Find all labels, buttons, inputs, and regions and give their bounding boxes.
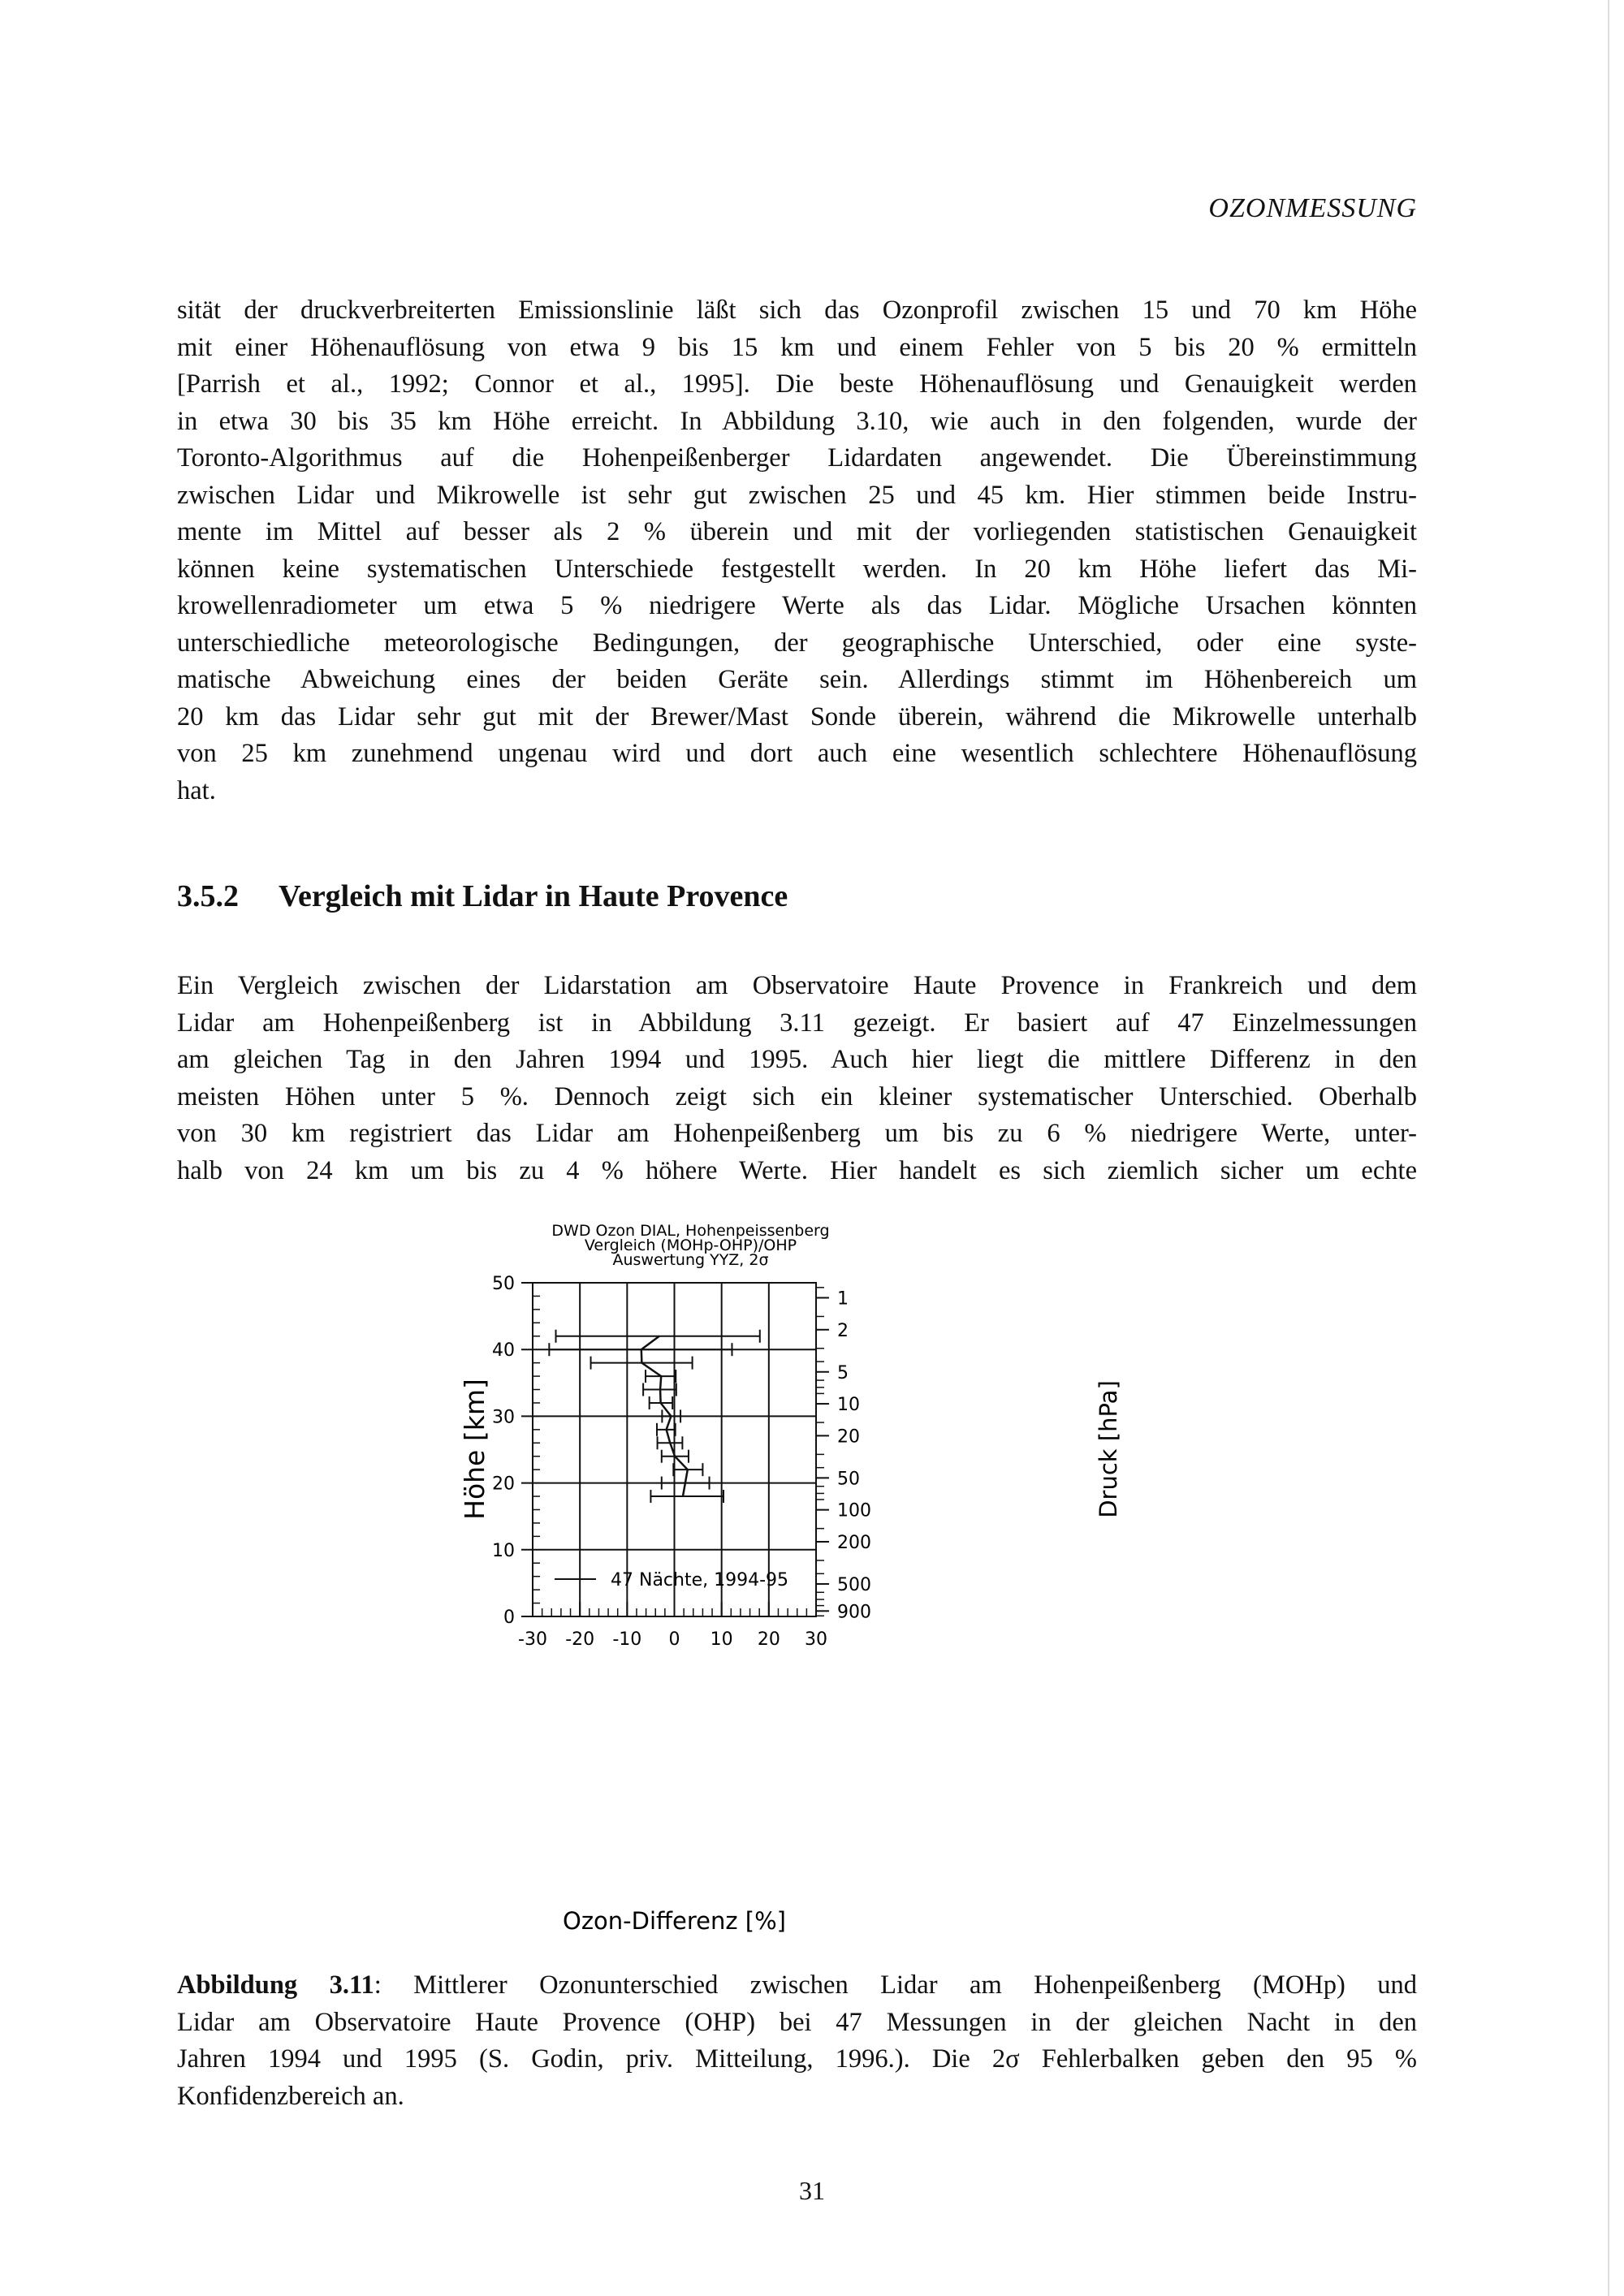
x-tick-label: 30 <box>805 1629 827 1650</box>
caption-line <box>177 1967 1417 2005</box>
text-line: am gleichen Tag in den Jahren 1994 und 1995. Auch hier liegt die mittlere Differenz in den <box>177 1045 1417 1074</box>
y2-tick-label: 100 <box>837 1500 871 1521</box>
section-heading <box>177 878 788 914</box>
paragraph-1 <box>177 292 1417 809</box>
text-line: [Parrish et al., 1992; Connor et al., 1995]. Die beste Höhenauflösung und Genauigkeit werden <box>177 369 1417 399</box>
y2-tick-label: 2 <box>837 1320 849 1341</box>
x-tick-label: -10 <box>612 1629 642 1650</box>
caption-label: Abbildung 3.11 <box>177 1970 374 2000</box>
y2-tick-label: 20 <box>837 1426 860 1448</box>
text-line: mente im Mittel auf besser als 2 % überein und mit der vorliegenden statistischen Genauigkeit <box>177 517 1417 546</box>
figure-caption <box>177 1967 1417 2115</box>
x-tick-label: 0 <box>668 1629 680 1650</box>
text-line: Lidar am Hohenpeißenberg ist in Abbildung 3.11 gezeigt. Er basiert auf 47 Einzelmessungen <box>177 1008 1417 1038</box>
y2-tick-label: 1 <box>837 1288 849 1310</box>
x-tick-label: -20 <box>565 1629 595 1650</box>
ozone-difference-chart <box>0 1202 1624 1965</box>
y2-tick-label: 10 <box>837 1395 860 1416</box>
text-line: in etwa 30 bis 35 km Höhe erreicht. In Abbildung 3.10, wie auch in den folgenden, wurde der <box>177 406 1417 436</box>
caption-line: Konfidenzbereich an. <box>177 2081 404 2111</box>
y2-tick-label: 5 <box>837 1362 849 1383</box>
y2-tick-label: 200 <box>837 1532 871 1553</box>
text-line: hat. <box>177 775 216 805</box>
legend-label: 47 Nächte, 1994-95 <box>611 1570 789 1590</box>
y2-tick-label: 50 <box>837 1469 860 1490</box>
y2-axis-label: Druck [hPa] <box>1095 1380 1122 1518</box>
section-number: 3.5.2 <box>177 879 239 913</box>
text-line: Ein Vergleich zwischen der Lidarstation am Observatoire Haute Provence in Frankreich und dem <box>177 971 1417 1000</box>
text-line: zwischen Lidar und Mikrowelle ist sehr gut zwischen 25 und 45 km. Hier stimmen beide Instru- <box>177 480 1417 510</box>
x-axis-label: Ozon-Differenz [%] <box>563 1907 786 1935</box>
chart-title-line: DWD Ozon DIAL, Hohenpeissenberg <box>551 1222 830 1240</box>
y-axis-label: Höhe [km] <box>459 1379 490 1520</box>
y-tick-label: 0 <box>503 1608 515 1628</box>
x-tick-label: 10 <box>710 1629 733 1650</box>
text-line: von 25 km zunehmend ungenau wird und dort auch eine wesentlich schlechtere Höhenauflösung <box>177 739 1417 768</box>
text-line: sität der druckverbreiterten Emissionslinie läßt sich das Ozonprofil zwischen 15 und 70 km Höhe <box>177 296 1417 325</box>
text-line: 20 km das Lidar sehr gut mit der Brewer/Mast Sonde überein, während die Mikrowelle unterhalb <box>177 701 1417 732</box>
section-title: Vergleich mit Lidar in Haute Provence <box>279 879 788 913</box>
text-line: Toronto-Algorithmus auf die Hohenpeißenberger Lidardaten angewendet. Die Übereinstimmung <box>177 443 1417 473</box>
page-number: 31 <box>799 2176 825 2205</box>
y-tick-label: 50 <box>492 1274 515 1294</box>
caption-text: : Mittlerer Ozonunterschied zwischen Lidar am Hohenpeißenberg (MOHp) und <box>374 1970 1417 2000</box>
text-line: können keine systematischen Unterschiede festgestellt werden. In 20 km Höhe liefert das Mi- <box>177 554 1417 584</box>
text-line: meisten Höhen unter 5 %. Dennoch zeigt sich ein kleiner systematischer Unterschied. Oberhalb <box>177 1081 1417 1111</box>
text-line: krowellenradiometer um etwa 5 % niedrigere Werte als das Lidar. Mögliche Ursachen könnten <box>177 591 1417 620</box>
y-tick-label: 20 <box>492 1474 515 1495</box>
chart-title-line: Vergleich (MOHp-OHP)/OHP <box>584 1236 797 1254</box>
paragraph-2 <box>177 968 1417 1189</box>
running-header: OZONMESSUNG <box>1208 193 1417 223</box>
y2-tick-label: 900 <box>837 1602 871 1623</box>
y-tick-label: 40 <box>492 1340 515 1362</box>
text-line: matische Abweichung eines der beiden Geräte sein. Allerdings stimmt im Höhenbereich um <box>177 665 1417 694</box>
caption-line: Jahren 1994 und 1995 (S. Godin, priv. Mitteilung, 1996.). Die 2σ Fehlerbalken geben den 95 % <box>177 2044 1417 2074</box>
y-tick-label: 30 <box>492 1407 515 1428</box>
text-line: unterschiedliche meteorologische Bedingungen, der geographische Unterschied, oder eine syste- <box>177 628 1417 658</box>
x-tick-label: -30 <box>518 1629 547 1650</box>
chart-title-line: Auswertung YYZ, 2σ <box>612 1251 769 1269</box>
text-line: mit einer Höhenauflösung von etwa 9 bis 15 km und einem Fehler von 5 bis 20 % ermitteln <box>177 332 1417 362</box>
text-line: von 30 km registriert das Lidar am Hohenpeißenberg um bis zu 6 % niedrigere Werte, unter- <box>177 1119 1417 1148</box>
x-tick-label: 20 <box>757 1629 780 1650</box>
y-tick-label: 10 <box>492 1540 515 1561</box>
text-line: halb von 24 km um bis zu 4 % höhere Werte. Hier handelt es sich ziemlich sicher um echte <box>177 1155 1417 1185</box>
caption-line: Lidar am Observatoire Haute Provence (OHP) bei 47 Messungen in der gleichen Nacht in den <box>177 2007 1417 2037</box>
y2-tick-label: 500 <box>837 1574 871 1595</box>
